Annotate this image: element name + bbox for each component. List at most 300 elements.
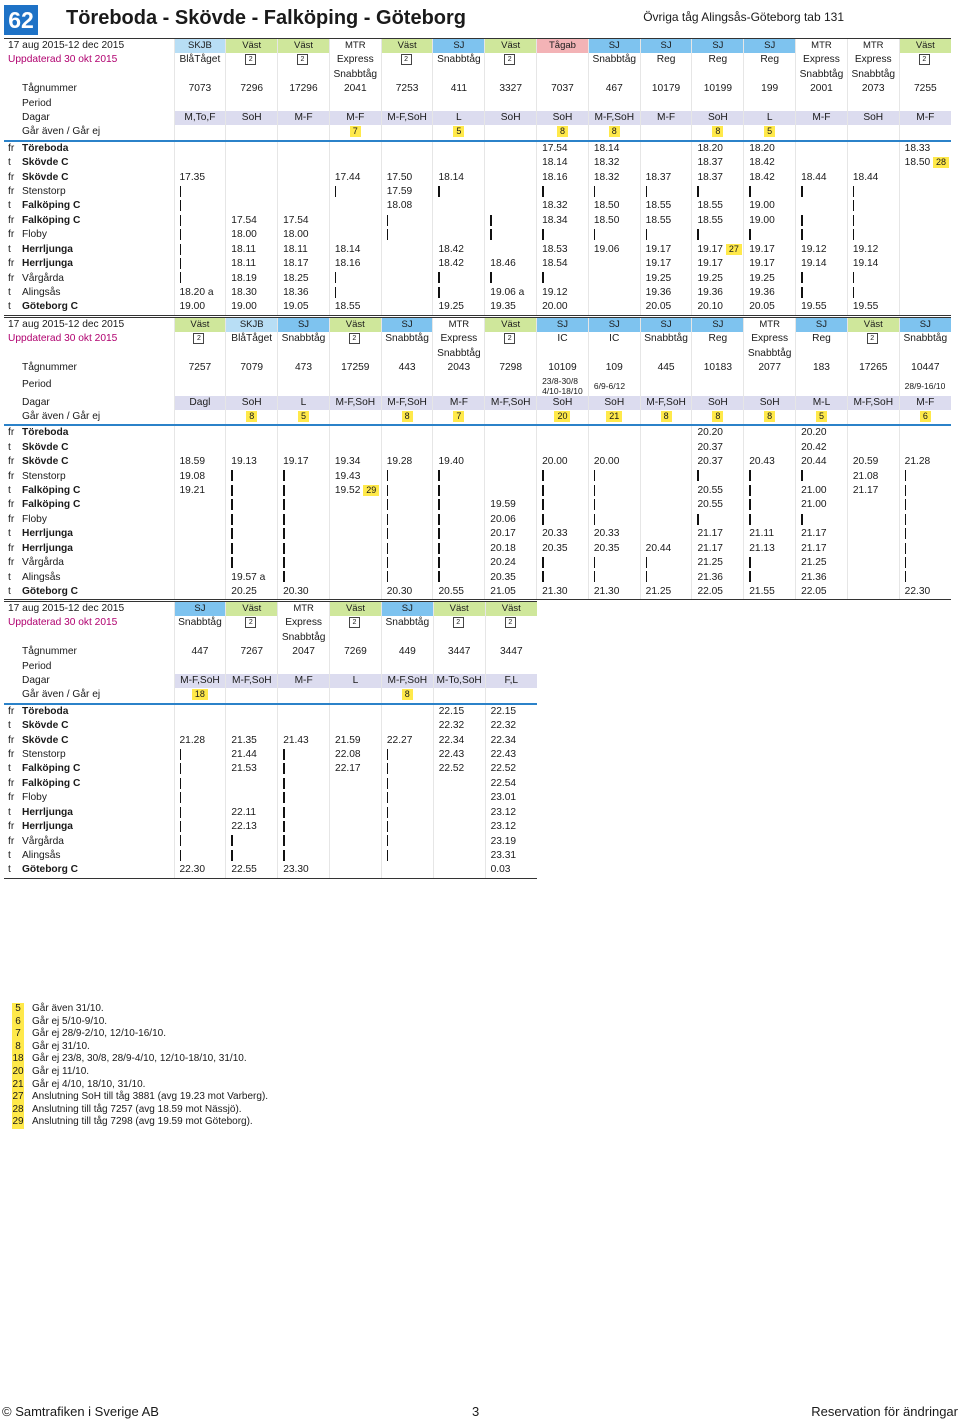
station-name: Alingsås [22, 286, 61, 298]
time-cell [692, 272, 744, 286]
footnote-ref-cell [485, 410, 537, 425]
time-value: 18.55 [697, 214, 723, 226]
time-cell [640, 556, 692, 570]
passes-through-marker [387, 229, 389, 240]
days-cell: M-F,SoH [329, 396, 381, 410]
time-cell [226, 243, 278, 257]
time-cell [692, 527, 744, 541]
station-name: Skövde C [22, 720, 69, 732]
time-value: 20.20 [697, 427, 723, 439]
time-cell [485, 300, 537, 315]
station-label [4, 762, 174, 776]
operator-cell: SJ [174, 602, 226, 617]
footnote-key: 29 [12, 1116, 24, 1128]
train-number: 443 [381, 361, 433, 375]
time-value: 17.54 [542, 142, 568, 154]
time-value: 18.16 [334, 258, 361, 270]
time-cell [174, 185, 226, 199]
time-cell [847, 441, 899, 455]
row-label: Tågnummer [22, 83, 77, 95]
train-number: 2001 [796, 82, 848, 96]
station-label [4, 777, 174, 791]
station-name: Herrljunga [22, 806, 73, 818]
footnote-flag: 8 [712, 126, 723, 137]
time-value: 22.32 [438, 720, 465, 732]
time-cell [485, 441, 537, 455]
time-cell [278, 513, 330, 527]
station-row [4, 286, 951, 300]
passes-through-marker [646, 186, 648, 197]
days-cell: M-F,SoH [381, 674, 433, 688]
time-cell [226, 300, 278, 315]
train-type-cell [381, 53, 433, 67]
time-cell [796, 425, 848, 440]
time-cell [744, 272, 796, 286]
passes-through-marker [231, 514, 233, 525]
train-type-cell [226, 347, 278, 361]
time-cell [381, 228, 433, 242]
arr-dep-marker: t [8, 441, 11, 453]
second-class-icon: 2 [297, 54, 308, 65]
time-value: 17.44 [334, 171, 361, 183]
time-cell [330, 734, 382, 748]
time-value: 22.32 [490, 720, 517, 732]
passes-through-marker [180, 215, 182, 226]
time-cell [329, 513, 381, 527]
time-value: 18.44 [801, 171, 827, 183]
period-cell [174, 376, 226, 396]
arr-dep-marker: fr [8, 542, 15, 554]
time-cell [847, 556, 899, 570]
station-name: Herrljunga [22, 528, 73, 540]
operator-cell: Väst [485, 39, 537, 54]
days-cell: M-F,SoH [485, 396, 537, 410]
time-value: 20.17 [490, 528, 516, 540]
time-cell [640, 425, 692, 440]
time-cell [381, 484, 433, 498]
time-value: 18.34 [542, 214, 568, 226]
time-cell [174, 791, 226, 805]
time-cell [174, 484, 226, 498]
passes-through-marker [283, 499, 285, 510]
time-cell [537, 300, 589, 315]
passes-through-marker [231, 528, 233, 539]
time-cell [899, 141, 951, 156]
train-type-cell [485, 347, 537, 361]
time-cell [226, 272, 278, 286]
station-name: Herrljunga [22, 542, 73, 554]
station-row [4, 228, 951, 242]
train-number: 3447 [433, 645, 485, 659]
passes-through-marker [801, 287, 803, 298]
time-cell [433, 571, 485, 585]
arr-dep-marker: t [8, 763, 11, 775]
train-type-cell [174, 68, 226, 82]
copyright: © Samtrafiken i Sverige AB [2, 1404, 159, 1419]
train-type-row [4, 332, 951, 346]
station-label [4, 791, 174, 805]
time-cell [433, 835, 485, 849]
time-cell [329, 571, 381, 585]
time-value: 19.57 a [231, 571, 266, 583]
time-value: 21.53 [231, 763, 257, 775]
station-name: Vårgårda [22, 557, 64, 569]
days-cell: M-F [899, 396, 951, 410]
time-cell [796, 257, 848, 271]
operator-cell: MTR [278, 602, 330, 617]
time-value: 17.59 [386, 186, 413, 198]
time-cell [226, 527, 278, 541]
passes-through-marker [387, 850, 389, 861]
station-name: Falköping C [22, 200, 81, 212]
train-number: 10179 [640, 82, 692, 96]
passes-through-marker [542, 499, 544, 510]
passes-through-marker [594, 229, 596, 240]
second-class-icon: 2 [505, 617, 516, 628]
footnote-item [12, 1091, 268, 1104]
time-cell [381, 498, 433, 512]
train-type-cell: Reg [640, 53, 692, 67]
time-cell [381, 806, 433, 820]
time-cell [796, 286, 848, 300]
footnote-ref-cell [899, 125, 951, 140]
days-row [4, 674, 537, 688]
time-cell [174, 556, 226, 570]
footnote-flag: 8 [246, 411, 257, 422]
time-cell [588, 257, 640, 271]
time-cell [847, 199, 899, 213]
time-value: 19.06 [593, 243, 620, 255]
time-value: 22.54 [490, 777, 517, 789]
passes-through-marker [438, 485, 440, 496]
operator-cell: SJ [381, 602, 433, 617]
time-cell [433, 243, 485, 257]
time-cell [796, 272, 848, 286]
time-value: 22.52 [490, 763, 517, 775]
period-cell [226, 660, 278, 674]
footnote-flag: 20 [554, 411, 570, 422]
time-value: 19.17 [283, 456, 309, 468]
time-value: 20.00 [542, 456, 568, 468]
days-row [4, 111, 951, 125]
passes-through-marker [801, 470, 803, 481]
time-cell [226, 542, 278, 556]
time-cell [329, 556, 381, 570]
operator-cell: Väst [847, 318, 899, 333]
operator-cell: Väst [485, 318, 537, 333]
station-label [4, 257, 174, 271]
footnote-ref-cell [537, 125, 589, 140]
station-label [4, 835, 174, 849]
time-cell [433, 214, 485, 228]
time-cell [226, 214, 278, 228]
time-cell [640, 156, 692, 170]
time-cell [847, 257, 899, 271]
station-name: Alingsås [22, 849, 61, 861]
station-label [4, 214, 174, 228]
period-cell [485, 376, 537, 396]
time-cell [692, 185, 744, 199]
footnote-flag: 27 [726, 244, 742, 255]
time-value: 22.34 [490, 734, 517, 746]
time-cell [899, 156, 951, 170]
time-cell [744, 171, 796, 185]
footnote-ref-cell [433, 688, 485, 703]
time-cell [381, 849, 433, 863]
operator-cell: SJ [796, 318, 848, 333]
station-name: Stenstorp [22, 470, 66, 482]
passes-through-marker [387, 778, 389, 789]
footnote-ref-cell [174, 688, 226, 703]
time-cell [330, 835, 382, 849]
passes-through-marker [542, 557, 544, 568]
arr-dep-marker: t [8, 301, 11, 313]
time-cell [537, 425, 589, 440]
days-cell: M-F [329, 111, 381, 125]
time-cell [588, 556, 640, 570]
time-cell [278, 556, 330, 570]
second-class-icon: 2 [504, 333, 515, 344]
days-cell: SoH [847, 111, 899, 125]
passes-through-marker [180, 778, 182, 789]
station-row [4, 199, 951, 213]
footnote-ref-cell [847, 125, 899, 140]
time-cell [899, 455, 951, 469]
footnote-key: 20 [12, 1065, 24, 1077]
passes-through-marker [749, 485, 751, 496]
time-cell [847, 141, 899, 156]
time-value: 22.15 [490, 705, 517, 717]
timetable-block-2 [4, 317, 951, 600]
time-value: 19.40 [438, 456, 464, 468]
time-cell [899, 470, 951, 484]
time-cell [329, 425, 381, 440]
station-label [4, 286, 174, 300]
time-cell [485, 734, 537, 748]
footnote-flag: 21 [606, 411, 622, 422]
time-value: 22.11 [231, 806, 257, 818]
passes-through-marker [387, 557, 389, 568]
time-cell [796, 484, 848, 498]
footnote-key: 5 [12, 1003, 24, 1016]
train-type-cell [537, 53, 589, 67]
train-type-cell [381, 631, 433, 645]
passes-through-marker [335, 287, 337, 298]
footnote-flag: 8 [764, 411, 775, 422]
period-cell [433, 376, 485, 396]
time-cell [226, 286, 278, 300]
time-cell [796, 300, 848, 315]
time-cell [640, 513, 692, 527]
station-row [4, 243, 951, 257]
train-number: 10109 [537, 361, 589, 375]
time-cell [278, 571, 330, 585]
time-value: 21.35 [231, 734, 257, 746]
time-value: 20.06 [490, 513, 516, 525]
operator-cell: SKJB [174, 39, 226, 54]
train-type-cell [744, 68, 796, 82]
time-cell [588, 425, 640, 440]
train-type-cell: BlåTåget [226, 332, 278, 346]
time-cell [329, 272, 381, 286]
time-cell [640, 571, 692, 585]
operator-cell: SJ [899, 318, 951, 333]
train-number: 10199 [692, 82, 744, 96]
station-row [4, 820, 537, 834]
passes-through-marker [697, 229, 699, 240]
time-cell [485, 272, 537, 286]
page-footer [0, 1404, 960, 1422]
time-cell [485, 835, 537, 849]
arr-dep-marker: fr [8, 499, 15, 511]
footnote-ref-cell [278, 688, 330, 703]
station-label [4, 513, 174, 527]
passes-through-marker [542, 571, 544, 582]
time-cell [588, 141, 640, 156]
time-cell [381, 243, 433, 257]
time-value: 18.33 [904, 142, 931, 154]
operator-cell: Väst [174, 318, 226, 333]
time-value: 18.20 [697, 142, 723, 154]
time-value: 19.17 [697, 258, 723, 270]
station-label [4, 585, 174, 600]
time-cell [744, 243, 796, 257]
time-cell [899, 513, 951, 527]
time-value: 19.34 [334, 456, 361, 468]
time-cell [226, 156, 278, 170]
arr-dep-marker: fr [8, 142, 15, 154]
passes-through-marker [180, 272, 182, 283]
time-value: 21.25 [801, 557, 827, 569]
time-value: 18.11 [283, 243, 308, 255]
passes-through-marker [905, 514, 907, 525]
time-value: 23.01 [490, 792, 517, 804]
passes-through-marker [749, 514, 751, 525]
station-name: Floby [22, 229, 47, 241]
time-cell [485, 513, 537, 527]
station-label [4, 704, 174, 719]
time-cell [433, 585, 485, 600]
time-cell [278, 300, 330, 315]
train-type-cell [381, 347, 433, 361]
period-cell [692, 97, 744, 111]
time-cell [174, 777, 226, 791]
arr-dep-marker: t [8, 243, 11, 255]
passes-through-marker [283, 514, 285, 525]
time-cell [692, 156, 744, 170]
train-type-cell [278, 347, 330, 361]
time-cell [588, 484, 640, 498]
time-cell [174, 513, 226, 527]
time-cell [899, 300, 951, 315]
operator-row [4, 602, 537, 617]
time-cell [226, 484, 278, 498]
arr-dep-marker: t [8, 585, 11, 597]
time-cell [433, 171, 485, 185]
train-number: 7253 [381, 82, 433, 96]
second-class-icon: 2 [349, 617, 360, 628]
footnote-flag: 5 [453, 126, 464, 137]
operator-cell: MTR [847, 39, 899, 54]
validity-period: 17 aug 2015-12 dec 2015 [4, 602, 174, 617]
passes-through-marker [749, 470, 751, 481]
time-cell [537, 286, 589, 300]
time-cell [329, 228, 381, 242]
time-value: 18.50 [904, 157, 931, 169]
time-cell [588, 527, 640, 541]
time-cell [226, 171, 278, 185]
station-label [4, 748, 174, 762]
time-cell [485, 425, 537, 440]
train-type-cell [330, 616, 382, 630]
time-cell [796, 156, 848, 170]
passes-through-marker [283, 835, 285, 846]
time-cell [174, 806, 226, 820]
time-cell [537, 243, 589, 257]
arr-dep-marker: fr [8, 272, 15, 284]
period-cell: 6/9-6/12 [588, 376, 640, 396]
time-cell [278, 199, 330, 213]
time-cell [278, 171, 330, 185]
time-cell [433, 185, 485, 199]
train-type-cell [485, 53, 537, 67]
operator-cell: SJ [640, 318, 692, 333]
period-cell [692, 376, 744, 396]
time-cell [278, 704, 330, 719]
passes-through-marker [283, 807, 285, 818]
time-cell [278, 484, 330, 498]
train-number: 3447 [485, 645, 537, 659]
time-value: 20.30 [283, 585, 309, 597]
time-cell [692, 441, 744, 455]
page-title: Töreboda - Skövde - Falköping - Göteborg [66, 7, 467, 29]
train-type-cell [640, 68, 692, 82]
time-cell [278, 441, 330, 455]
footnote-ref-cell [692, 125, 744, 140]
time-value: 18.00 [231, 229, 257, 241]
time-value: 20.24 [490, 557, 516, 569]
time-cell [278, 527, 330, 541]
time-cell [226, 257, 278, 271]
passes-through-marker [387, 528, 389, 539]
time-cell [433, 820, 485, 834]
time-value: 20.10 [697, 301, 723, 313]
station-row [4, 185, 951, 199]
footnote-ref-cell [329, 125, 381, 140]
time-cell [796, 455, 848, 469]
time-value: 22.43 [438, 749, 465, 761]
station-name: Vårgårda [22, 835, 64, 847]
footnote-ref-cell [485, 688, 537, 703]
train-number: 109 [588, 361, 640, 375]
train-type-cell: Snabbtåg [433, 347, 485, 361]
time-cell [796, 556, 848, 570]
footnote-ref-cell [174, 125, 226, 140]
days-row [4, 396, 951, 410]
time-cell [329, 527, 381, 541]
time-value: 20.35 [490, 571, 516, 583]
time-cell [847, 484, 899, 498]
time-cell [485, 199, 537, 213]
time-cell [847, 455, 899, 469]
time-cell [433, 806, 485, 820]
passes-through-marker [180, 807, 182, 818]
time-cell [692, 571, 744, 585]
arr-dep-marker: fr [8, 705, 15, 717]
time-value: 18.44 [852, 171, 879, 183]
time-cell [330, 863, 382, 878]
time-value: 20.44 [645, 542, 672, 554]
